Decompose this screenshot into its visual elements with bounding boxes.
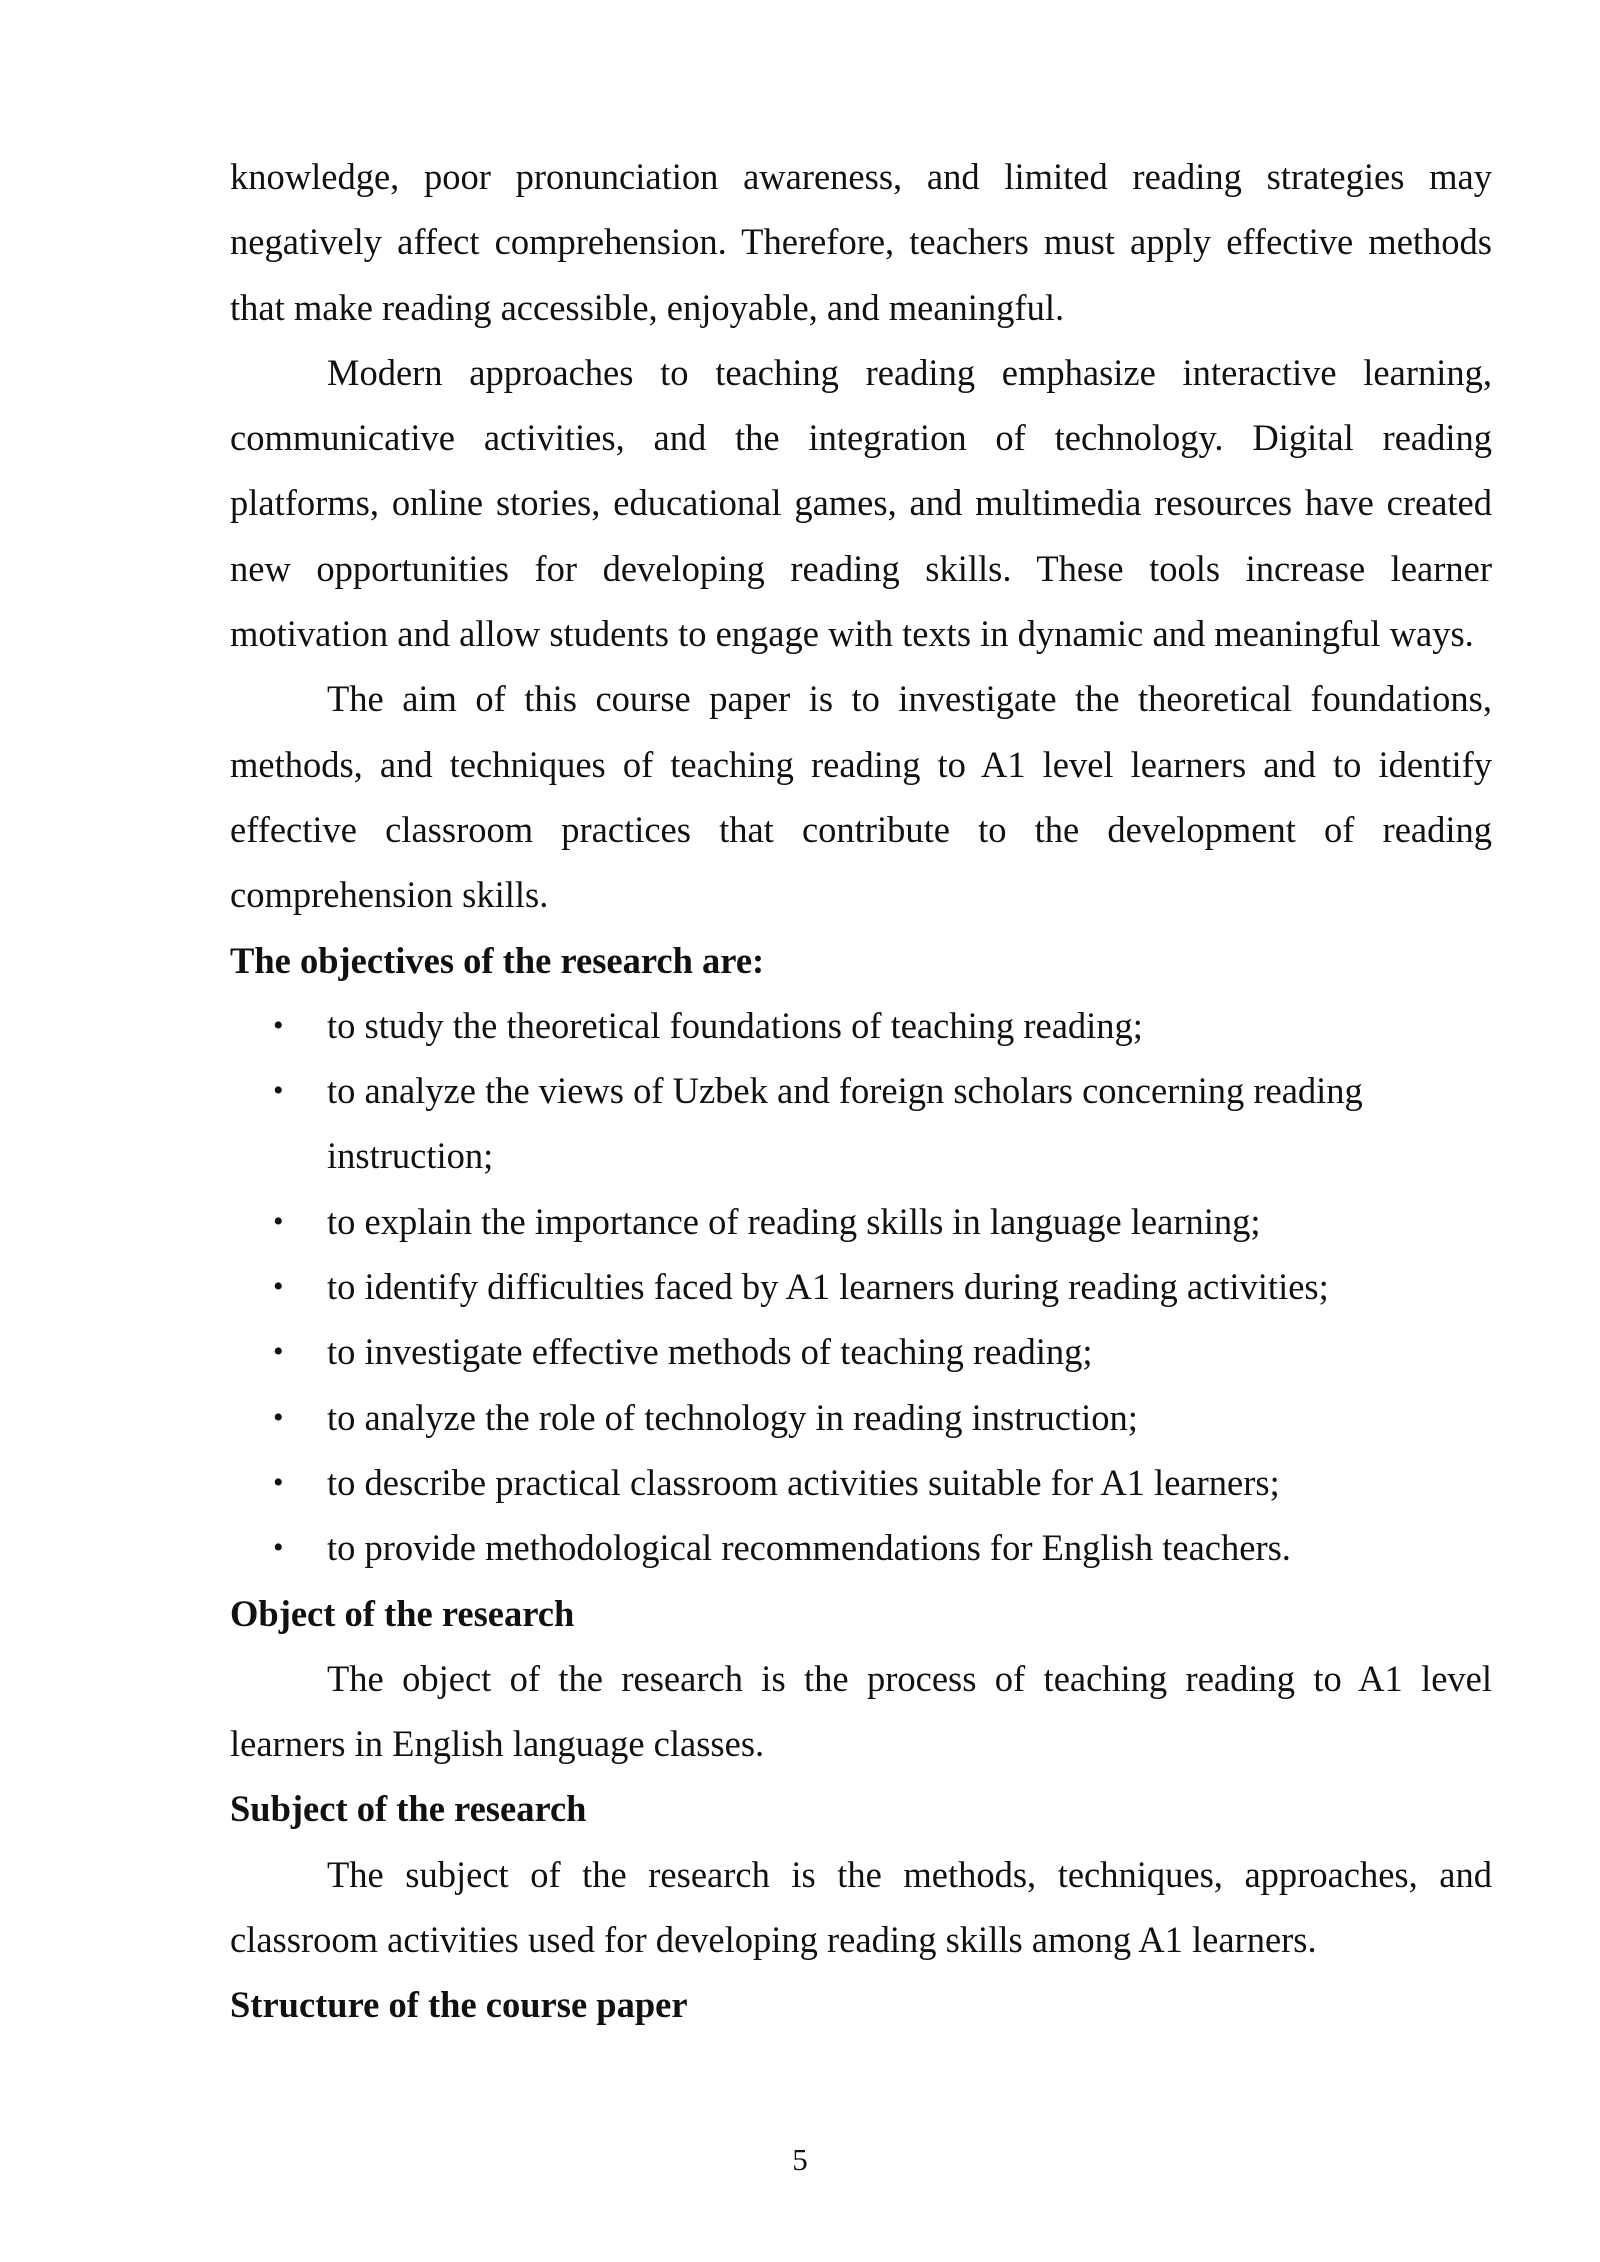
list-item [230,1319,1387,1384]
list-item [230,1515,1387,1580]
list-item [230,993,1387,1058]
bullet-icon: • [273,1074,284,1108]
list-item-text: to provide methodological recommendations for English teachers. [327,1527,1291,1569]
list-item [230,1058,1387,1189]
objectives-heading: The objectives of the research are: [230,939,765,981]
subject-paragraph: The subject of the research is the methods, techniques, approaches, and classroom activities used for developing reading skills among A1 learners. [230,1853,1492,1961]
list-item-text: to identify difficulties faced by A1 learners during reading activities; [327,1266,1329,1308]
object-heading: Object of the research [230,1592,575,1634]
objectives-list [230,993,1492,1581]
list-item-text: to explain the importance of reading skills in language learning; [327,1200,1261,1242]
bullet-icon: • [273,1335,284,1369]
bullet-icon: • [273,1400,284,1434]
bullet-icon: • [273,1465,284,1499]
object-paragraph: The object of the research is the process of teaching reading to A1 level learners in English language classes. [230,1657,1492,1765]
list-item [230,1385,1387,1450]
page-content [230,144,1492,2038]
page-number: 5 [792,2142,808,2177]
list-item-text: to study the theoretical foundations of teaching reading; [327,1004,1143,1046]
list-item [230,1254,1387,1319]
list-item [230,1189,1387,1254]
subject-heading: Subject of the research [230,1788,587,1830]
list-item-text: to describe practical classroom activities suitable for A1 learners; [327,1461,1280,1503]
structure-heading: Structure of the course paper [230,1984,688,2026]
bullet-icon: • [273,1204,284,1238]
list-item [230,1450,1387,1515]
paragraph-aim: The aim of this course paper is to investigate the theoretical foundations, methods, and techniques of teaching reading to A1 level learners and to identify effective classroom practices that contribute to the development of reading comprehension skills. [230,678,1492,916]
bullet-icon: • [273,1531,284,1565]
list-item-text: to investigate effective methods of teaching reading; [327,1331,1093,1373]
bullet-icon: • [273,1270,284,1304]
list-item-text: to analyze the role of technology in reading instruction; [327,1396,1138,1438]
paragraph-reading-difficulties: knowledge, poor pronunciation awareness, and limited reading strategies may negatively affect comprehension. Therefore, teachers must apply effective methods that make reading accessible, enjoyable, and meaningful. [230,156,1492,328]
list-item-text: to analyze the views of Uzbek and foreign scholars concerning reading instruction; [327,1070,1363,1177]
paragraph-modern-approaches: Modern approaches to teaching reading emphasize interactive learning, communicative activities, and the integration of technology. Digital reading platforms, online stories, educational games, and multimedia resources have created new opportunities for developing reading skills. These tools increase learner motivation and allow students to engage with texts in dynamic and meaningful ways. [230,351,1492,655]
bullet-icon: • [273,1008,284,1042]
